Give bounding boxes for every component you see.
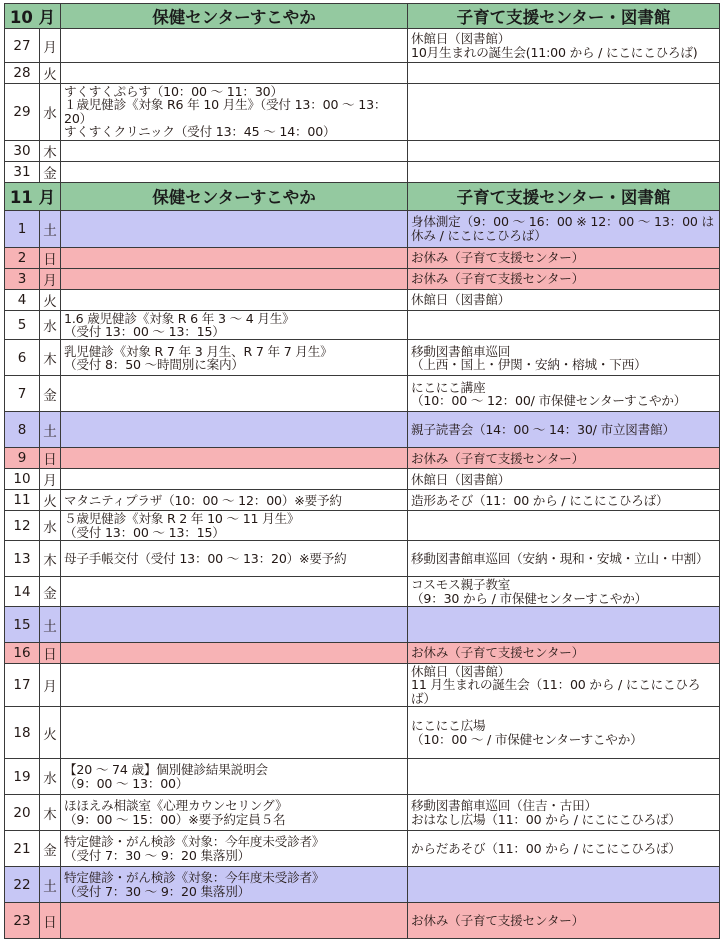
weekday: 金: [40, 831, 61, 867]
support-event-line: 休館日（図書館）: [411, 31, 511, 47]
weekday: 日: [40, 247, 61, 268]
health-center-header: 保健センターすこやか: [61, 4, 408, 29]
health-center-cell: [61, 490, 408, 511]
day-number: 14: [5, 577, 40, 607]
health-center-cell: [61, 29, 408, 63]
support-event-line: 造形あそび（11：00 から / にこにこひろば）: [411, 492, 669, 508]
health-center-cell: [61, 210, 408, 247]
support-event-line: 11 月生まれの誕生会（11：00 から / にこにこひろば）: [411, 677, 701, 706]
day-number: 13: [5, 541, 40, 577]
weekday: 日: [40, 643, 61, 664]
day-number: 10: [5, 469, 40, 490]
support-center-cell: [408, 707, 720, 759]
schedule-row: [5, 412, 720, 448]
support-center-cell: [408, 577, 720, 607]
health-center-cell: [61, 448, 408, 469]
support-event-line: お休み（子育て支援センター）: [411, 249, 585, 265]
support-center-cell: [408, 268, 720, 289]
health-event-line: 【20 〜 74 歳】個別健診結果説明会: [64, 762, 268, 778]
weekday: 月: [40, 469, 61, 490]
schedule-row: [5, 577, 720, 607]
schedule-row: [5, 490, 720, 511]
day-number: 12: [5, 511, 40, 541]
schedule-row: [5, 831, 720, 867]
health-event-line: ほほえみ相談室《心理カウンセリング》: [64, 798, 288, 814]
weekday: 金: [40, 161, 61, 182]
support-event-line: コスモス親子教室: [411, 577, 511, 593]
schedule-row: [5, 664, 720, 707]
day-number: 6: [5, 340, 40, 376]
support-center-header: 子育て支援センター・図書館: [408, 4, 720, 29]
day-number: 23: [5, 903, 40, 939]
support-center-cell: [408, 490, 720, 511]
support-center-cell: [408, 759, 720, 795]
day-number: 9: [5, 448, 40, 469]
support-event-line: にこにこ広場: [411, 718, 486, 734]
weekday: 火: [40, 289, 61, 310]
support-event-line: 移動図書館車巡回（安納・現和・安城・立山・中割）: [411, 551, 709, 567]
health-center-cell: [61, 161, 408, 182]
health-center-cell: [61, 63, 408, 84]
support-event-line: お休み（子育て支援センター）: [411, 450, 585, 466]
support-event-line: お休み（子育て支援センター）: [411, 913, 585, 929]
schedule-row: [5, 247, 720, 268]
day-number: 21: [5, 831, 40, 867]
month-label: 10 月: [5, 4, 61, 29]
support-center-cell: [408, 29, 720, 63]
weekday: 月: [40, 268, 61, 289]
weekday: 金: [40, 577, 61, 607]
support-event-line: （9：30 から / 市保健センターすこやか）: [411, 590, 648, 606]
weekday: 火: [40, 490, 61, 511]
support-center-cell: [408, 340, 720, 376]
health-center-cell: [61, 707, 408, 759]
support-event-line: からだあそび（11：00 から / にこにこひろば）: [411, 841, 681, 857]
weekday: 木: [40, 541, 61, 577]
weekday: 土: [40, 210, 61, 247]
day-number: 3: [5, 268, 40, 289]
support-event-line: 移動図書館車巡回（住吉・古田）: [411, 798, 597, 814]
day-number: 27: [5, 29, 40, 63]
month-header-row: [5, 182, 720, 210]
weekday: 月: [40, 29, 61, 63]
schedule-row: [5, 29, 720, 63]
schedule-row: [5, 310, 720, 340]
support-event-line: 移動図書館車巡回: [411, 343, 511, 359]
schedule-row: [5, 84, 720, 141]
health-event-line: 特定健診・がん検診《対象：今年度未受診者》: [64, 870, 325, 886]
schedule-row: [5, 903, 720, 939]
support-center-cell: [408, 903, 720, 939]
health-center-cell: [61, 268, 408, 289]
support-center-cell: [408, 795, 720, 831]
support-center-cell: [408, 310, 720, 340]
day-number: 16: [5, 643, 40, 664]
health-event-line: （受付 8：50 〜時間別に案内）: [64, 356, 244, 372]
support-center-cell: [408, 84, 720, 141]
health-center-cell: [61, 541, 408, 577]
schedule-table: [4, 3, 720, 939]
support-center-cell: [408, 140, 720, 161]
health-event-line: すくすくクリニック（受付 13：45 〜 14：00）: [64, 124, 336, 140]
support-event-line: 親子読書会（14：00 〜 14：30/ 市立図書館）: [411, 422, 675, 438]
schedule-row: [5, 289, 720, 310]
health-event-line: 母子手帳交付（受付 13：00 〜 13：20）※要予約: [64, 551, 347, 567]
support-center-cell: [408, 511, 720, 541]
day-number: 30: [5, 140, 40, 161]
health-center-cell: [61, 795, 408, 831]
schedule-row: [5, 161, 720, 182]
health-center-cell: [61, 759, 408, 795]
health-event-line: すくすくぷらす（10：00 〜 11：30）: [64, 84, 283, 99]
month-label: 11 月: [5, 182, 61, 210]
weekday: 日: [40, 448, 61, 469]
day-number: 1: [5, 210, 40, 247]
day-number: 31: [5, 161, 40, 182]
day-number: 22: [5, 867, 40, 903]
schedule-row: [5, 140, 720, 161]
support-event-line: （10：00 〜 / 市保健センターすこやか）: [411, 731, 643, 747]
schedule-row: [5, 448, 720, 469]
weekday: 水: [40, 310, 61, 340]
weekday: 木: [40, 340, 61, 376]
weekday: 金: [40, 376, 61, 412]
weekday: 水: [40, 759, 61, 795]
schedule-row: [5, 541, 720, 577]
health-event-line: 1.6 歳児健診《対象 R 6 年 3 〜 4 月生》: [64, 310, 295, 326]
day-number: 4: [5, 289, 40, 310]
schedule-row: [5, 63, 720, 84]
health-event-line: ５歳児健診《対象 R 2 年 10 〜 11 月生》: [64, 511, 300, 527]
health-event-line: （9：00 〜 13：00）: [64, 775, 189, 791]
day-number: 2: [5, 247, 40, 268]
health-center-cell: [61, 643, 408, 664]
support-center-cell: [408, 376, 720, 412]
support-event-line: （10：00 〜 12：00/ 市保健センターすこやか）: [411, 392, 687, 408]
support-center-cell: [408, 831, 720, 867]
schedule-row: [5, 511, 720, 541]
weekday: 日: [40, 903, 61, 939]
day-number: 29: [5, 84, 40, 141]
health-center-cell: [61, 469, 408, 490]
support-center-cell: [408, 607, 720, 643]
health-center-cell: [61, 289, 408, 310]
health-event-line: （9：00 〜 15：00）※要予約定員５名: [64, 811, 286, 827]
support-center-cell: [408, 63, 720, 84]
health-center-cell: [61, 310, 408, 340]
weekday: 木: [40, 795, 61, 831]
health-center-header: 保健センターすこやか: [61, 182, 408, 210]
weekday: 月: [40, 664, 61, 707]
weekday: 火: [40, 707, 61, 759]
support-center-cell: [408, 210, 720, 247]
schedule-row: [5, 759, 720, 795]
schedule-row: [5, 867, 720, 903]
health-center-cell: [61, 664, 408, 707]
support-event-line: 身体測定（9：00 〜 16：00 ※ 12：00 〜 13：00 は休み / にこにこひろば）: [411, 214, 714, 243]
support-event-line: 休館日（図書館）: [411, 291, 511, 307]
health-event-line: （受付 7：30 〜 9：20 集落別）: [64, 847, 251, 863]
schedule-row: [5, 268, 720, 289]
support-center-cell: [408, 664, 720, 707]
weekday: 土: [40, 412, 61, 448]
health-center-cell: [61, 340, 408, 376]
day-number: 15: [5, 607, 40, 643]
support-event-line: にこにこ講座: [411, 379, 486, 395]
schedule-row: [5, 210, 720, 247]
health-event-line: （受付 7：30 〜 9：20 集落別）: [64, 883, 251, 899]
schedule-row: [5, 795, 720, 831]
schedule-row: [5, 643, 720, 664]
health-center-cell: [61, 247, 408, 268]
health-center-cell: [61, 607, 408, 643]
support-event-line: お休み（子育て支援センター）: [411, 270, 585, 286]
weekday: 土: [40, 607, 61, 643]
support-event-line: （上西・国上・伊関・安納・榕城・下西）: [411, 356, 647, 372]
schedule-row: [5, 376, 720, 412]
weekday: 火: [40, 63, 61, 84]
schedule-row: [5, 340, 720, 376]
schedule-row: [5, 707, 720, 759]
day-number: 5: [5, 310, 40, 340]
support-center-header: 子育て支援センター・図書館: [408, 182, 720, 210]
health-center-cell: [61, 140, 408, 161]
health-center-cell: [61, 903, 408, 939]
health-center-cell: [61, 84, 408, 141]
month-header-row: [5, 4, 720, 29]
support-center-cell: [408, 289, 720, 310]
support-event-line: 10月生まれの誕生会(11:00 から / にこにこひろば): [411, 44, 698, 60]
day-number: 28: [5, 63, 40, 84]
health-event-line: 特定健診・がん検診《対象：今年度未受診者》: [64, 834, 325, 850]
schedule-row: [5, 469, 720, 490]
support-center-cell: [408, 541, 720, 577]
support-event-line: 休館日（図書館）: [411, 471, 511, 487]
day-number: 18: [5, 707, 40, 759]
health-event-line: マタニティプラザ（10：00 〜 12：00）※要予約: [64, 492, 342, 508]
day-number: 20: [5, 795, 40, 831]
weekday: 木: [40, 140, 61, 161]
support-center-cell: [408, 643, 720, 664]
support-center-cell: [408, 412, 720, 448]
weekday: 水: [40, 84, 61, 141]
health-center-cell: [61, 511, 408, 541]
support-center-cell: [408, 448, 720, 469]
support-center-cell: [408, 161, 720, 182]
health-event-line: 乳児健診《対象 R 7 年 3 月生、R 7 年 7 月生》: [64, 343, 333, 359]
health-center-cell: [61, 577, 408, 607]
support-event-line: お休み（子育て支援センター）: [411, 645, 585, 661]
day-number: 8: [5, 412, 40, 448]
support-center-cell: [408, 247, 720, 268]
health-event-line: （受付 13：00 〜 13：15）: [64, 524, 225, 540]
health-center-cell: [61, 867, 408, 903]
health-event-line: １歳児健診《対象 R6 年 10 月生》（受付 13：00 〜 13：20）: [64, 97, 387, 126]
support-center-cell: [408, 469, 720, 490]
weekday: 水: [40, 511, 61, 541]
support-center-cell: [408, 867, 720, 903]
day-number: 7: [5, 376, 40, 412]
support-event-line: 休館日（図書館）: [411, 664, 511, 680]
weekday: 土: [40, 867, 61, 903]
support-event-line: おはなし広場（11：00 から / にこにこひろば）: [411, 811, 681, 827]
health-center-cell: [61, 831, 408, 867]
day-number: 11: [5, 490, 40, 511]
health-center-cell: [61, 376, 408, 412]
day-number: 17: [5, 664, 40, 707]
day-number: 19: [5, 759, 40, 795]
health-center-cell: [61, 412, 408, 448]
health-event-line: （受付 13：00 〜 13：15）: [64, 324, 225, 340]
schedule-row: [5, 607, 720, 643]
